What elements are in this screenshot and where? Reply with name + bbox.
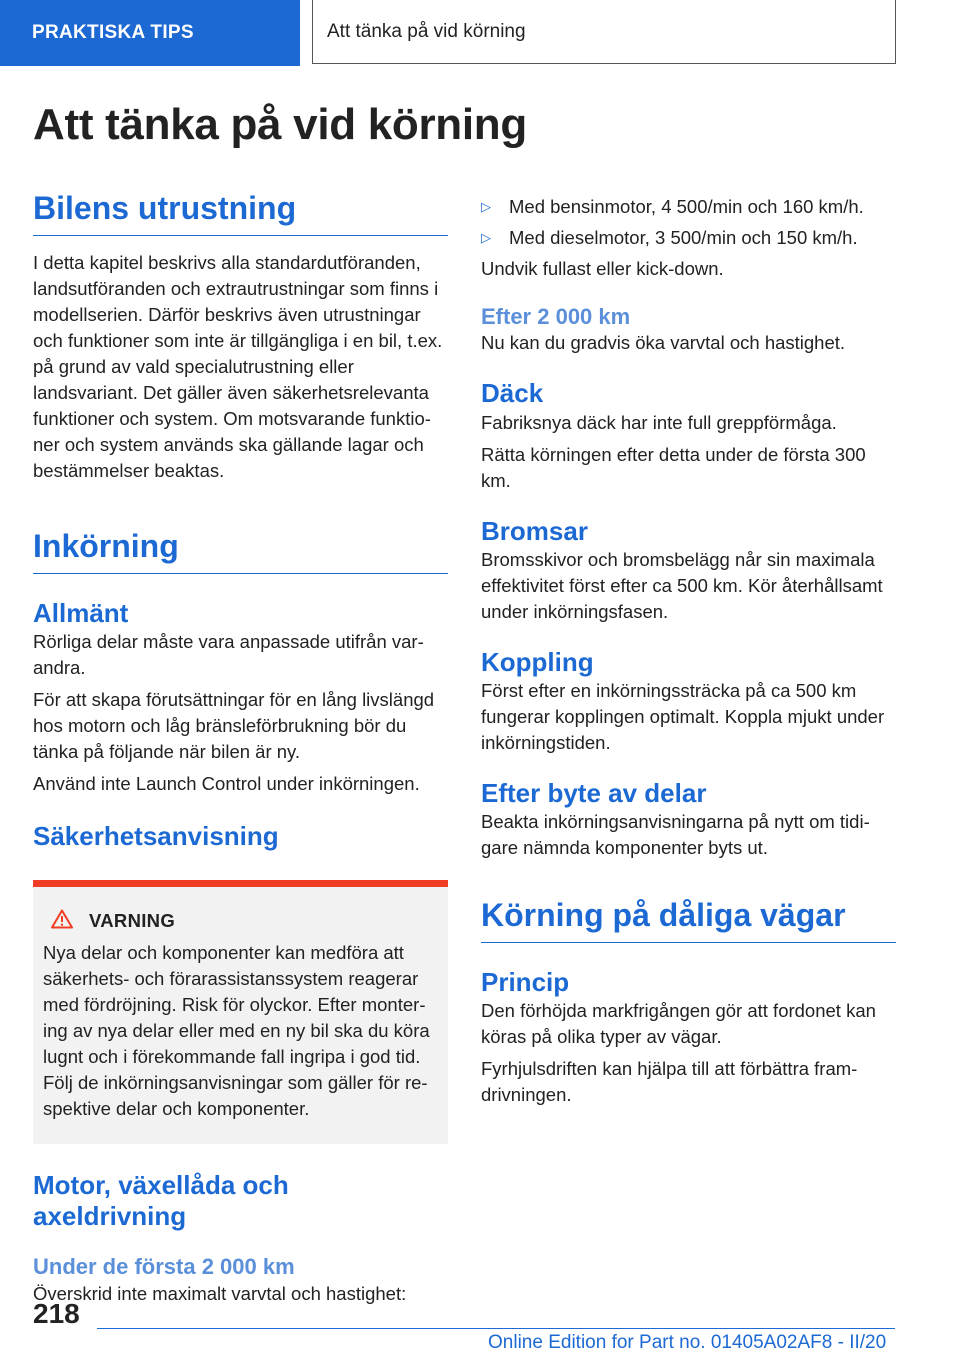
warning-label: VARNING bbox=[89, 910, 176, 932]
subheading-under-2000: Under de första 2 000 km bbox=[33, 1254, 295, 1280]
subheading-motor-vaxellada: Motor, växellåda och axeldrivning bbox=[33, 1169, 289, 1232]
list-item bbox=[481, 194, 896, 220]
bromsar-text: Bromsskivor och bromsbelägg når sin maximala effektivitet först efter ca 500 km. Kör återhållsamt under inkörningsfasen. bbox=[481, 548, 883, 622]
princip-paragraph-2: Fyrhjulsdriften kan hjälpa till att förbättra framdrivningen. bbox=[481, 1058, 858, 1106]
koppling-text: Först efter en inkörningssträcka på ca 500 km fungerar kopplingen optimalt. Koppla mjukt under inkörningstiden. bbox=[481, 679, 885, 753]
section-heading-daliga-vagar: Körning på dåliga vägar bbox=[481, 897, 896, 943]
warning-box bbox=[33, 880, 448, 1144]
footer-divider bbox=[97, 1328, 895, 1329]
subheading-princip: Princip bbox=[481, 966, 570, 997]
subheading-dack: Däck bbox=[481, 378, 544, 409]
header-section-tab: PRAKTISKA TIPS bbox=[0, 0, 300, 66]
subheading-bromsar: Bromsar bbox=[481, 515, 588, 546]
allmant-paragraph-1: Rörliga delar måste vara anpassade utifrån varandra. bbox=[33, 630, 424, 678]
list-item-text: Med bensinmotor, 4 500/min och 160 km/h. bbox=[509, 196, 864, 217]
left-column bbox=[33, 190, 448, 1307]
princip-paragraph-1: Den förhöjda markfrigången gör att fordonet kan köras på olika typer av vägar. bbox=[481, 1000, 876, 1048]
section-heading-bilens-utrustning: Bilens utrustning bbox=[33, 190, 448, 236]
warning-text: Nya delar och komponenter kan medföra att säkerhets- och förarassistanssystem reagerar med fördröjning. Risk för olyckor. Efter montering av nya delar eller med en ny bil ska du köra lugnt och i förekommande fall ingripa i god tid. Följ de inkörningsanvisningar som gäller för respektive delar och komponenter. bbox=[43, 941, 430, 1119]
section-heading-inkorning: Inkörning bbox=[33, 528, 448, 574]
header-title-tab: Att tänka på vid körning bbox=[312, 0, 896, 64]
subheading-koppling: Koppling bbox=[481, 646, 594, 677]
subheading-efter-2000: Efter 2 000 km bbox=[481, 304, 631, 329]
dack-paragraph-1: Fabriksnya däck har inte full greppförmåga. bbox=[481, 411, 837, 433]
list-item-text: Med dieselmotor, 3 500/min och 150 km/h. bbox=[509, 227, 858, 248]
allmant-paragraph-2: För att skapa förutsättningar för en lång livslängd hos motorn och låg bränsleförbrukning bör du tänka på följande när bilen är ny. bbox=[33, 688, 435, 762]
subheading-sakerhetsanvisning: Säkerhetsanvisning bbox=[33, 820, 279, 851]
undvik-text: Undvik fullast eller kick-down. bbox=[481, 258, 724, 279]
page-number: 218 bbox=[33, 1298, 80, 1329]
footer-edition-text: Online Edition for Part no. 01405A02AF8 - II/20 bbox=[488, 1332, 887, 1353]
triangle-bullet-icon: ▷ bbox=[481, 199, 491, 214]
allmant-paragraph-3: Använd inte Launch Control under inkörningen. bbox=[33, 772, 420, 794]
efter-2000-text: Nu kan du gradvis öka varvtal och hastighet. bbox=[481, 332, 846, 354]
chapter-title: Att tänka på vid körning bbox=[33, 100, 527, 149]
triangle-bullet-icon: ▷ bbox=[481, 230, 491, 245]
right-column bbox=[481, 194, 896, 1108]
list-item bbox=[481, 225, 896, 251]
subheading-allmant: Allmänt bbox=[33, 597, 129, 628]
subheading-efter-byte: Efter byte av delar bbox=[481, 777, 707, 808]
warning-header bbox=[41, 909, 440, 934]
dack-paragraph-2: Rätta körningen efter detta under de första 300 km. bbox=[481, 443, 866, 491]
under-2000-text: Överskrid inte maximalt varvtal och hastighet: bbox=[33, 1282, 407, 1304]
efter-byte-text: Beakta inkörningsanvisningarna på nytt om tidigare nämnda komponenter byts ut. bbox=[481, 811, 870, 859]
warning-triangle-icon bbox=[51, 909, 73, 934]
bilens-utrustning-text: I detta kapitel beskrivs alla standardutföranden, landsutföranden och extrautrustningar som finns i modellserien. Därför beskrivs även utrustningar och funktioner som inte är tillgängliga i en bil, t.ex. på grund av vald specialutrustning eller landsvariant. Det gäller även säkerhetsrelevanta funktioner och system. Om motsvarande funktioner och system används ska gällande lagar och bestämmelser beaktas. bbox=[33, 251, 443, 481]
